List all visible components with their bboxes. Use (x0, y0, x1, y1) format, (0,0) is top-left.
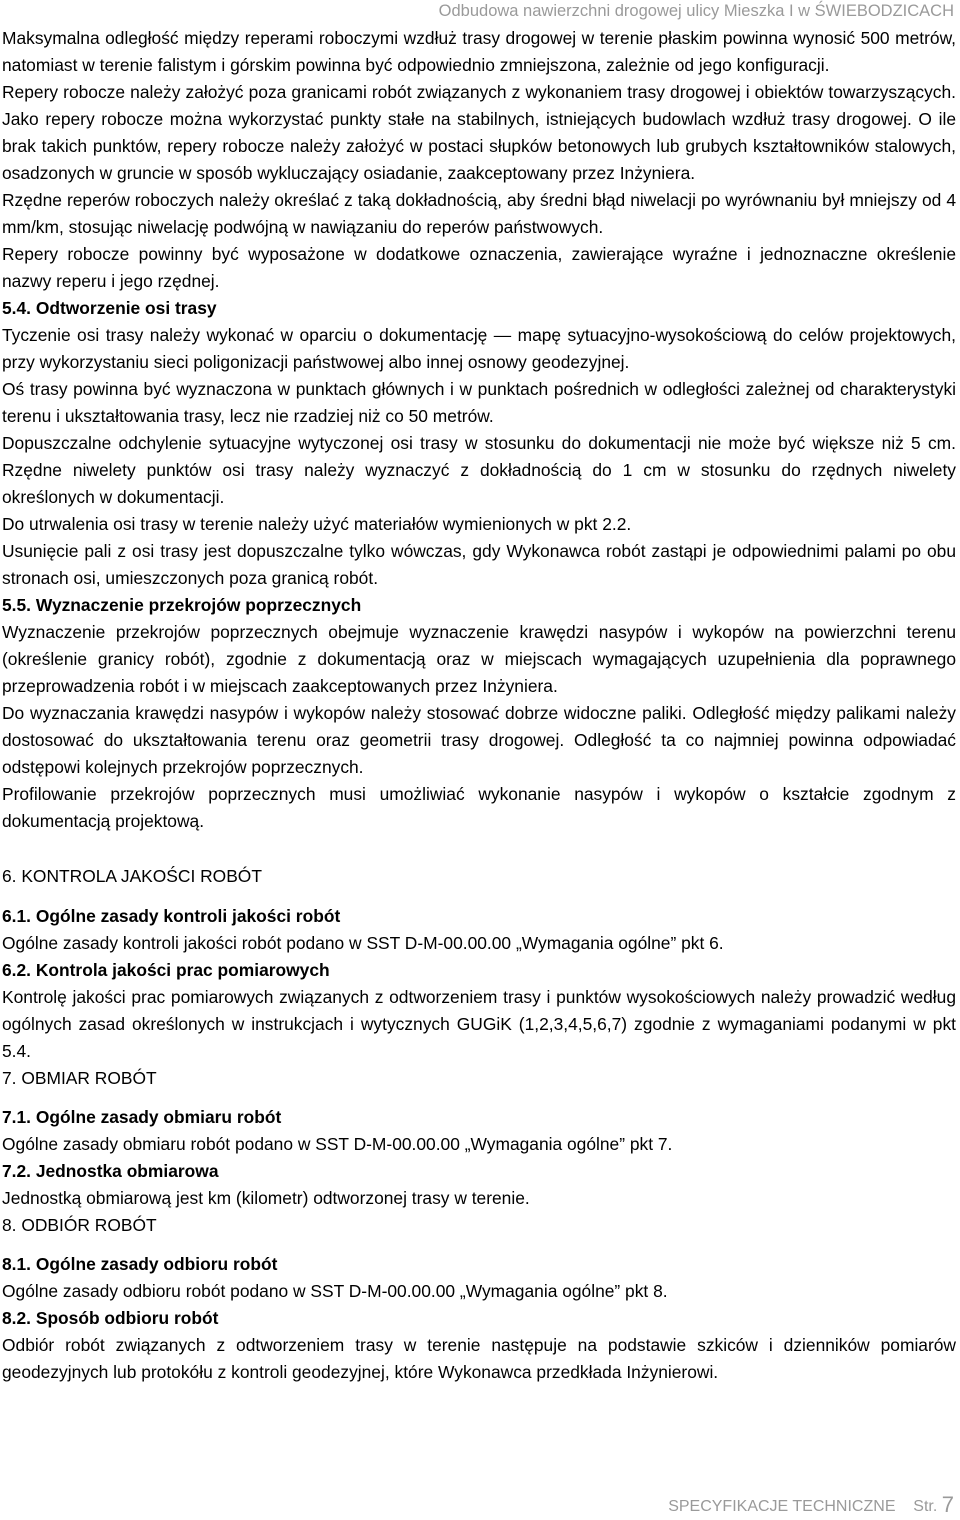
paragraph-benchmark-elevations: Rzędne reperów roboczych należy określać z taką dokładnością, aby średni błąd niwelacji po wyrównaniu był mniejszy od 4 mm/km, stosując niwelację podwójną w nawiązaniu do reperów państwowych. (2, 190, 956, 237)
section-heading-6-2: 6.2. Kontrola jakości prac pomiarowych (2, 960, 330, 980)
running-footer (668, 1492, 954, 1518)
footer-page-prefix: Str. (913, 1498, 938, 1515)
chapter-heading-7: 7. OBMIAR ROBÓT (2, 1068, 157, 1088)
paragraph-acceptance-method: Odbiór robót związanych z odtworzeniem trasy w terenie następuje na podstawie szkiców i dzienników pomiarów geodezyjnych lub protokółu z kontroli geodezyjnej, które Wykonawca przedkłada Inżynierowi. (2, 1335, 956, 1382)
paragraph-benchmark-placement: Repery robocze należy założyć poza granicami robót związanych z wykonaniem trasy drogowej i obiektów towarzyszących. Jako repery robocze można wykorzystać punkty stałe na stabilnych, istniejących budowlach wzdłuż trasy drogowej. O ile brak takich punktów, repery robocze należy założyć w postaci słupków betonowych lub grubych kształtowników stalowych, osadzonych w gruncie w sposób wykluczający osiadanie, zaakceptowany przez Inżyniera. (2, 82, 956, 183)
paragraph-axis-piles: Usunięcie pali z osi trasy jest dopuszczalne tylko wówczas, gdy Wykonawca robót zastąpi je odpowiednimi palami po obu stronach osi, umieszczonych poza granicą robót. (2, 541, 956, 588)
paragraph-quality-general: Ogólne zasady kontroli jakości robót podano w SST D-M-00.00.00 „Wymagania ogólne” pkt 6. (2, 933, 724, 953)
section-heading-7-2: 7.2. Jednostka obmiarowa (2, 1161, 219, 1181)
section-heading-5-4: 5.4. Odtworzenie osi trasy (2, 298, 217, 318)
spacer (2, 1239, 956, 1251)
paragraph-axis-tolerance: Dopuszczalne odchylenie sytuacyjne wytyczonej osi trasy w stosunku do dokumentacji nie może być większe niż 5 cm. Rzędne niwelety punktów osi trasy należy wyznaczyć z dokładnością do 1 cm w stosunku do rzędnych niwelety określonych w dokumentacji. (2, 433, 956, 507)
paragraph-acceptance-general: Ogólne zasady odbioru robót podano w SST D-M-00.00.00 „Wymagania ogólne” pkt 8. (2, 1281, 668, 1301)
paragraph-measurement-unit: Jednostką obmiarową jest km (kilometr) odtworzonej trasy w terenie. (2, 1188, 530, 1208)
paragraph-quality-survey: Kontrolę jakości prac pomiarowych związanych z odtworzeniem trasy i punktów wysokościowych należy prowadzić według ogólnych zasad określonych w instrukcjach i wytycznych GUGiK (1,2,3,4,5,6,7) zgodnie z wymaganiami podanymi w pkt 5.4. (2, 987, 956, 1061)
footer-page-number: 7 (941, 1492, 954, 1517)
paragraph-cross-sections-stakes: Do wyznaczania krawędzi nasypów i wykopów należy stosować dobrze widoczne paliki. Odległość między palikami należy dostosować do ukształtowania terenu oraz geometrii trasy drogowej. Odległość ta co najmniej powinna odpowiadać odstępowi kolejnych przekrojów poprzecznych. (2, 703, 956, 777)
paragraph-measurement-general: Ogólne zasady obmiaru robót podano w SST D-M-00.00.00 „Wymagania ogólne” pkt 7. (2, 1134, 673, 1154)
section-heading-7-1: 7.1. Ogólne zasady obmiaru robót (2, 1107, 282, 1127)
spacer (2, 1092, 956, 1104)
section-heading-8-2: 8.2. Sposób odbioru robót (2, 1308, 219, 1328)
spacer (2, 835, 956, 863)
chapter-heading-6: 6. KONTROLA JAKOŚCI ROBÓT (2, 866, 262, 886)
paragraph-cross-sections-scope: Wyznaczenie przekrojów poprzecznych obejmuje wyznaczenie krawędzi nasypów i wykopów na powierzchni terenu (określenie granicy robót), zgodnie z dokumentacją oraz w miejscach wymagających uzupełnienia dla poprawnego przeprowadzenia robót i w miejscach zaakceptowanych przez Inżyniera. (2, 622, 956, 696)
section-heading-8-1: 8.1. Ogólne zasady odbioru robót (2, 1254, 278, 1274)
section-heading-5-5: 5.5. Wyznaczenie przekrojów poprzecznych (2, 595, 362, 615)
chapter-heading-8: 8. ODBIÓR ROBÓT (2, 1215, 157, 1235)
spacer (2, 890, 956, 903)
running-header: Odbudowa nawierzchni drogowej ulicy Mieszka I w ŚWIEBODZICACH (438, 2, 954, 20)
paragraph-cross-sections-profiling: Profilowanie przekrojów poprzecznych musi umożliwiać wykonanie nasypów i wykopów o kształcie zgodnym z dokumentacją projektową. (2, 784, 956, 831)
document-body (2, 25, 956, 1386)
section-heading-6-1: 6.1. Ogólne zasady kontroli jakości robót (2, 906, 341, 926)
paragraph-benchmark-markings: Repery robocze powinny być wyposażone w dodatkowe oznaczenia, zawierające wyraźne i jednoznaczne określenie nazwy reperu i jego rzędnej. (2, 244, 956, 291)
paragraph-axis-points: Oś trasy powinna być wyznaczona w punktach głównych i w punktach pośrednich w odległości zależnej od charakterystyki terenu i ukształtowania trasy, lecz nie rzadziej niż co 50 metrów. (2, 379, 956, 426)
paragraph-axis-materials: Do utrwalenia osi trasy w terenie należy użyć materiałów wymienionych w pkt 2.2. (2, 514, 632, 534)
paragraph-benchmark-spacing: Maksymalna odległość między reperami roboczymi wzdłuż trasy drogowej w terenie płaskim powinna wynosić 500 metrów, natomiast w terenie falistym i górskim powinna być odpowiednio zmniejszona, zależnie od jego konfiguracji. (2, 28, 956, 75)
footer-label: SPECYFIKACJE TECHNICZNE (668, 1498, 896, 1515)
paragraph-axis-staking: Tyczenie osi trasy należy wykonać w oparciu o dokumentację — mapę sytuacyjno-wysokościową do celów projektowych, przy wykorzystaniu sieci poligonizacji państwowej albo innej osnowy geodezyjnej. (2, 325, 956, 372)
